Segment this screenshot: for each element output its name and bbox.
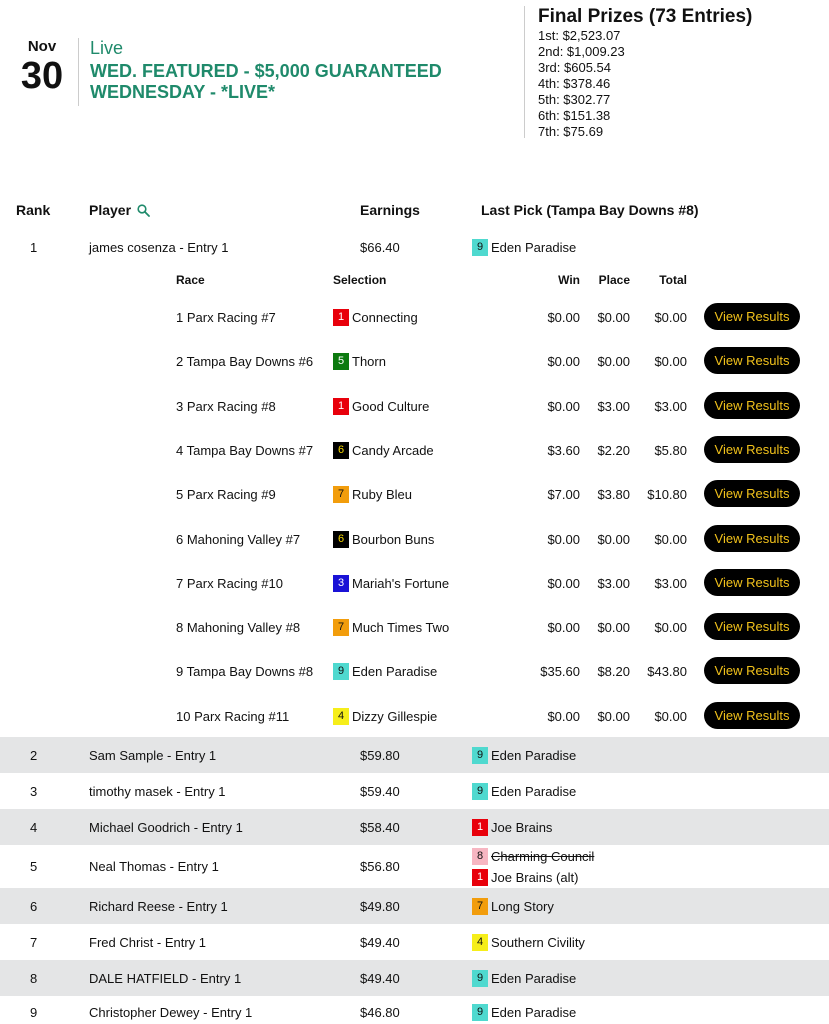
win-amount: $0.00 <box>547 398 580 414</box>
rank-cell: 9 <box>30 1005 38 1020</box>
place-amount: $3.00 <box>597 398 630 414</box>
leaderboard-row[interactable] <box>0 737 829 773</box>
race-name: 8 Mahoning Valley #8 <box>176 620 301 636</box>
race-name: 9 Tampa Bay Downs #8 <box>176 664 314 680</box>
earnings-cell: $58.40 <box>360 820 400 835</box>
race-pick-row <box>0 340 829 384</box>
post-number-badge: 6 <box>333 531 349 548</box>
post-number-badge: 1 <box>333 309 349 326</box>
post-number-badge: 9 <box>472 1004 488 1021</box>
race-pick-row <box>0 473 829 517</box>
place-amount: $3.80 <box>597 487 630 503</box>
selection <box>333 663 437 680</box>
earnings-cell: $49.80 <box>360 899 400 914</box>
race-pick-row <box>0 606 829 650</box>
leaderboard-row[interactable] <box>0 996 829 1024</box>
view-results-button[interactable]: View Results <box>704 525 800 552</box>
place-amount: $8.20 <box>597 664 630 680</box>
earnings-cell: $49.40 <box>360 935 400 950</box>
view-results-button[interactable]: View Results <box>704 347 800 374</box>
date-month: Nov <box>27 38 57 55</box>
horse-name: Eden Paradise <box>491 784 577 799</box>
total-amount: $3.00 <box>654 575 687 591</box>
total-amount: $43.80 <box>647 664 687 680</box>
post-number-badge: 9 <box>472 970 488 987</box>
horse-name: Eden Paradise <box>352 664 438 680</box>
last-pick <box>472 819 552 836</box>
leaderboard-row[interactable] <box>0 845 829 888</box>
rank-cell: 6 <box>30 899 38 914</box>
win-amount: $0.00 <box>547 354 580 370</box>
win-amount: $0.00 <box>547 575 580 591</box>
selection <box>333 486 412 503</box>
last-pick <box>472 783 576 800</box>
prize-line: 2nd: $1,009.23 <box>538 44 625 59</box>
post-number-badge: 5 <box>333 353 349 370</box>
divider <box>78 38 79 106</box>
horse-name: Much Times Two <box>352 620 450 636</box>
win-amount: $3.60 <box>547 442 580 458</box>
rank-cell: 5 <box>30 859 38 874</box>
event-info <box>90 38 510 103</box>
total-header: Total <box>659 273 687 287</box>
race-name: 3 Parx Racing #8 <box>176 398 276 414</box>
prize-line: 6th: $151.38 <box>538 108 611 123</box>
player-name[interactable]: timothy masek - Entry 1 <box>89 784 226 799</box>
player-name[interactable]: Christopher Dewey - Entry 1 <box>89 1005 253 1020</box>
leaderboard-row[interactable] <box>0 924 829 960</box>
race-name: 5 Parx Racing #9 <box>176 487 276 503</box>
player-name[interactable]: Michael Goodrich - Entry 1 <box>89 820 243 835</box>
win-amount: $7.00 <box>547 487 580 503</box>
player-name[interactable]: james cosenza - Entry 1 <box>89 240 229 255</box>
total-amount: $10.80 <box>647 487 687 503</box>
race-pick-row <box>0 562 829 606</box>
race-pick-row <box>0 429 829 473</box>
earnings-cell: $49.40 <box>360 971 400 986</box>
last-pick <box>472 898 554 915</box>
race-name: 4 Tampa Bay Downs #7 <box>176 442 314 458</box>
view-results-button[interactable]: View Results <box>704 657 800 684</box>
rank-cell: 1 <box>30 240 38 255</box>
horse-name: Dizzy Gillespie <box>352 708 438 724</box>
race-name: 6 Mahoning Valley #7 <box>176 531 301 547</box>
horse-name: Joe Brains (alt) <box>491 870 579 885</box>
player-header[interactable] <box>89 202 131 218</box>
player-name[interactable]: Fred Christ - Entry 1 <box>89 935 207 950</box>
prize-line: 3rd: $605.54 <box>538 60 612 75</box>
post-number-badge: 6 <box>333 442 349 459</box>
divider <box>524 6 525 138</box>
post-number-badge: 7 <box>333 486 349 503</box>
last-pick <box>472 970 576 987</box>
race-pick-row <box>0 296 829 340</box>
last-pick <box>472 848 594 865</box>
horse-name: Mariah's Fortune <box>352 575 450 591</box>
horse-name: Long Story <box>491 899 554 914</box>
horse-name: Bourbon Buns <box>352 531 435 547</box>
place-header: Place <box>598 273 630 287</box>
horse-name: Charming Council <box>491 849 595 864</box>
post-number-badge: 4 <box>472 934 488 951</box>
horse-name: Joe Brains <box>491 820 553 835</box>
selection-header: Selection <box>333 273 387 287</box>
post-number-badge: 3 <box>333 575 349 592</box>
prize-line: 4th: $378.46 <box>538 76 611 91</box>
last-pick <box>472 747 576 764</box>
post-number-badge: 9 <box>472 747 488 764</box>
race-name: 10 Parx Racing #11 <box>176 708 290 724</box>
place-amount: $3.00 <box>597 575 630 591</box>
post-number-badge: 9 <box>472 783 488 800</box>
race-pick-row <box>0 385 829 429</box>
leaderboard-row[interactable] <box>0 773 829 809</box>
horse-name: Southern Civility <box>491 935 585 950</box>
earnings-cell: $66.40 <box>360 240 400 255</box>
selection <box>333 442 434 459</box>
place-amount: $0.00 <box>597 620 630 636</box>
post-number-badge: 7 <box>472 898 488 915</box>
place-amount: $0.00 <box>597 310 630 325</box>
horse-name: Eden Paradise <box>491 748 577 763</box>
post-number-badge: 1 <box>472 819 488 836</box>
win-amount: $0.00 <box>547 310 580 325</box>
selection <box>333 353 386 370</box>
horse-name: Eden Paradise <box>491 240 577 255</box>
post-number-badge: 1 <box>333 398 349 415</box>
win-amount: $0.00 <box>547 531 580 547</box>
date-day: 30 <box>20 55 64 97</box>
player-name[interactable]: Sam Sample - Entry 1 <box>89 748 217 763</box>
selection <box>333 531 434 548</box>
last-pick <box>472 1004 576 1021</box>
total-amount: $0.00 <box>654 708 687 724</box>
selection <box>333 309 418 326</box>
total-amount: $5.80 <box>654 442 687 458</box>
place-amount: $2.20 <box>597 442 630 458</box>
horse-name: Eden Paradise <box>491 971 577 986</box>
horse-name: Eden Paradise <box>491 1005 577 1020</box>
player-header-label: Player <box>89 202 132 218</box>
leaderboard-header <box>0 200 829 220</box>
total-amount: $0.00 <box>654 531 687 547</box>
earnings-header: Earnings <box>360 202 420 218</box>
selection <box>333 398 429 415</box>
view-results-button[interactable]: View Results <box>704 303 800 330</box>
view-results-button[interactable]: View Results <box>704 613 800 640</box>
race-name: 7 Parx Racing #10 <box>176 575 283 591</box>
leaderboard-row[interactable] <box>0 235 829 261</box>
leaderboard-row[interactable] <box>0 960 829 996</box>
player-name[interactable]: DALE HATFIELD - Entry 1 <box>89 971 242 986</box>
race-header: Race <box>176 273 205 287</box>
view-results-button[interactable]: View Results <box>704 436 800 463</box>
view-results-button[interactable]: View Results <box>704 480 800 507</box>
race-name: 2 Tampa Bay Downs #6 <box>176 354 314 370</box>
horse-name: Good Culture <box>352 398 430 414</box>
view-results-button[interactable]: View Results <box>704 569 800 596</box>
total-amount: $3.00 <box>654 398 687 414</box>
event-title: WED. FEATURED - $5,000 GUARANTEED WEDNESDAY - *LIVE* <box>90 61 442 102</box>
search-icon[interactable] <box>137 204 150 220</box>
earnings-cell: $59.40 <box>360 784 400 799</box>
race-pick-row <box>0 695 829 739</box>
selection <box>333 708 437 725</box>
horse-name: Ruby Bleu <box>352 487 412 503</box>
prize-line: 5th: $302.77 <box>538 92 611 107</box>
post-number-badge: 9 <box>472 239 488 256</box>
rank-cell: 3 <box>30 784 38 799</box>
total-amount: $0.00 <box>654 620 687 636</box>
last-pick <box>472 869 578 886</box>
rank-header: Rank <box>16 202 51 218</box>
last-pick <box>472 239 576 256</box>
selection <box>333 575 449 592</box>
post-number-badge: 9 <box>333 663 349 680</box>
view-results-button[interactable]: View Results <box>704 702 800 729</box>
post-number-badge: 7 <box>333 619 349 636</box>
horse-name: Candy Arcade <box>352 442 434 458</box>
post-number-badge: 1 <box>472 869 488 886</box>
view-results-button[interactable]: View Results <box>704 392 800 419</box>
prize-line: 7th: $75.69 <box>538 124 604 139</box>
place-amount: $0.00 <box>597 354 630 370</box>
total-amount: $0.00 <box>654 354 687 370</box>
total-amount: $0.00 <box>654 310 687 325</box>
prize-panel <box>538 6 752 140</box>
race-pick-row <box>0 650 829 694</box>
last-pick-header: Last Pick (Tampa Bay Downs #8) <box>481 202 699 218</box>
race-name: 1 Parx Racing #7 <box>176 310 276 325</box>
post-number-badge: 8 <box>472 848 488 865</box>
event-date <box>14 38 70 96</box>
post-number-badge: 4 <box>333 708 349 725</box>
rank-cell: 4 <box>30 820 38 835</box>
player-name[interactable]: Neal Thomas - Entry 1 <box>89 859 219 874</box>
horse-name: Connecting <box>352 310 418 325</box>
leaderboard-row[interactable] <box>0 888 829 924</box>
prize-list <box>538 28 752 140</box>
prizes-title: Final Prizes (73 Entries) <box>538 6 753 27</box>
prize-line: 1st: $2,523.07 <box>538 28 621 43</box>
selection <box>333 619 449 636</box>
win-amount: $35.60 <box>540 664 580 680</box>
place-amount: $0.00 <box>597 531 630 547</box>
place-amount: $0.00 <box>597 708 630 724</box>
win-header: Win <box>558 273 580 287</box>
rank-cell: 7 <box>30 935 38 950</box>
win-amount: $0.00 <box>547 708 580 724</box>
earnings-cell: $59.80 <box>360 748 400 763</box>
earnings-cell: $56.80 <box>360 859 400 874</box>
last-pick <box>472 934 585 951</box>
earnings-cell: $46.80 <box>360 1005 400 1020</box>
player-name[interactable]: Richard Reese - Entry 1 <box>89 899 228 914</box>
event-status: Live <box>90 38 124 58</box>
leaderboard-row[interactable] <box>0 809 829 845</box>
win-amount: $0.00 <box>547 620 580 636</box>
picks-detail-header <box>0 273 829 289</box>
race-pick-row <box>0 518 829 562</box>
rank-cell: 2 <box>30 748 38 763</box>
horse-name: Thorn <box>352 354 386 370</box>
rank-cell: 8 <box>30 971 38 986</box>
